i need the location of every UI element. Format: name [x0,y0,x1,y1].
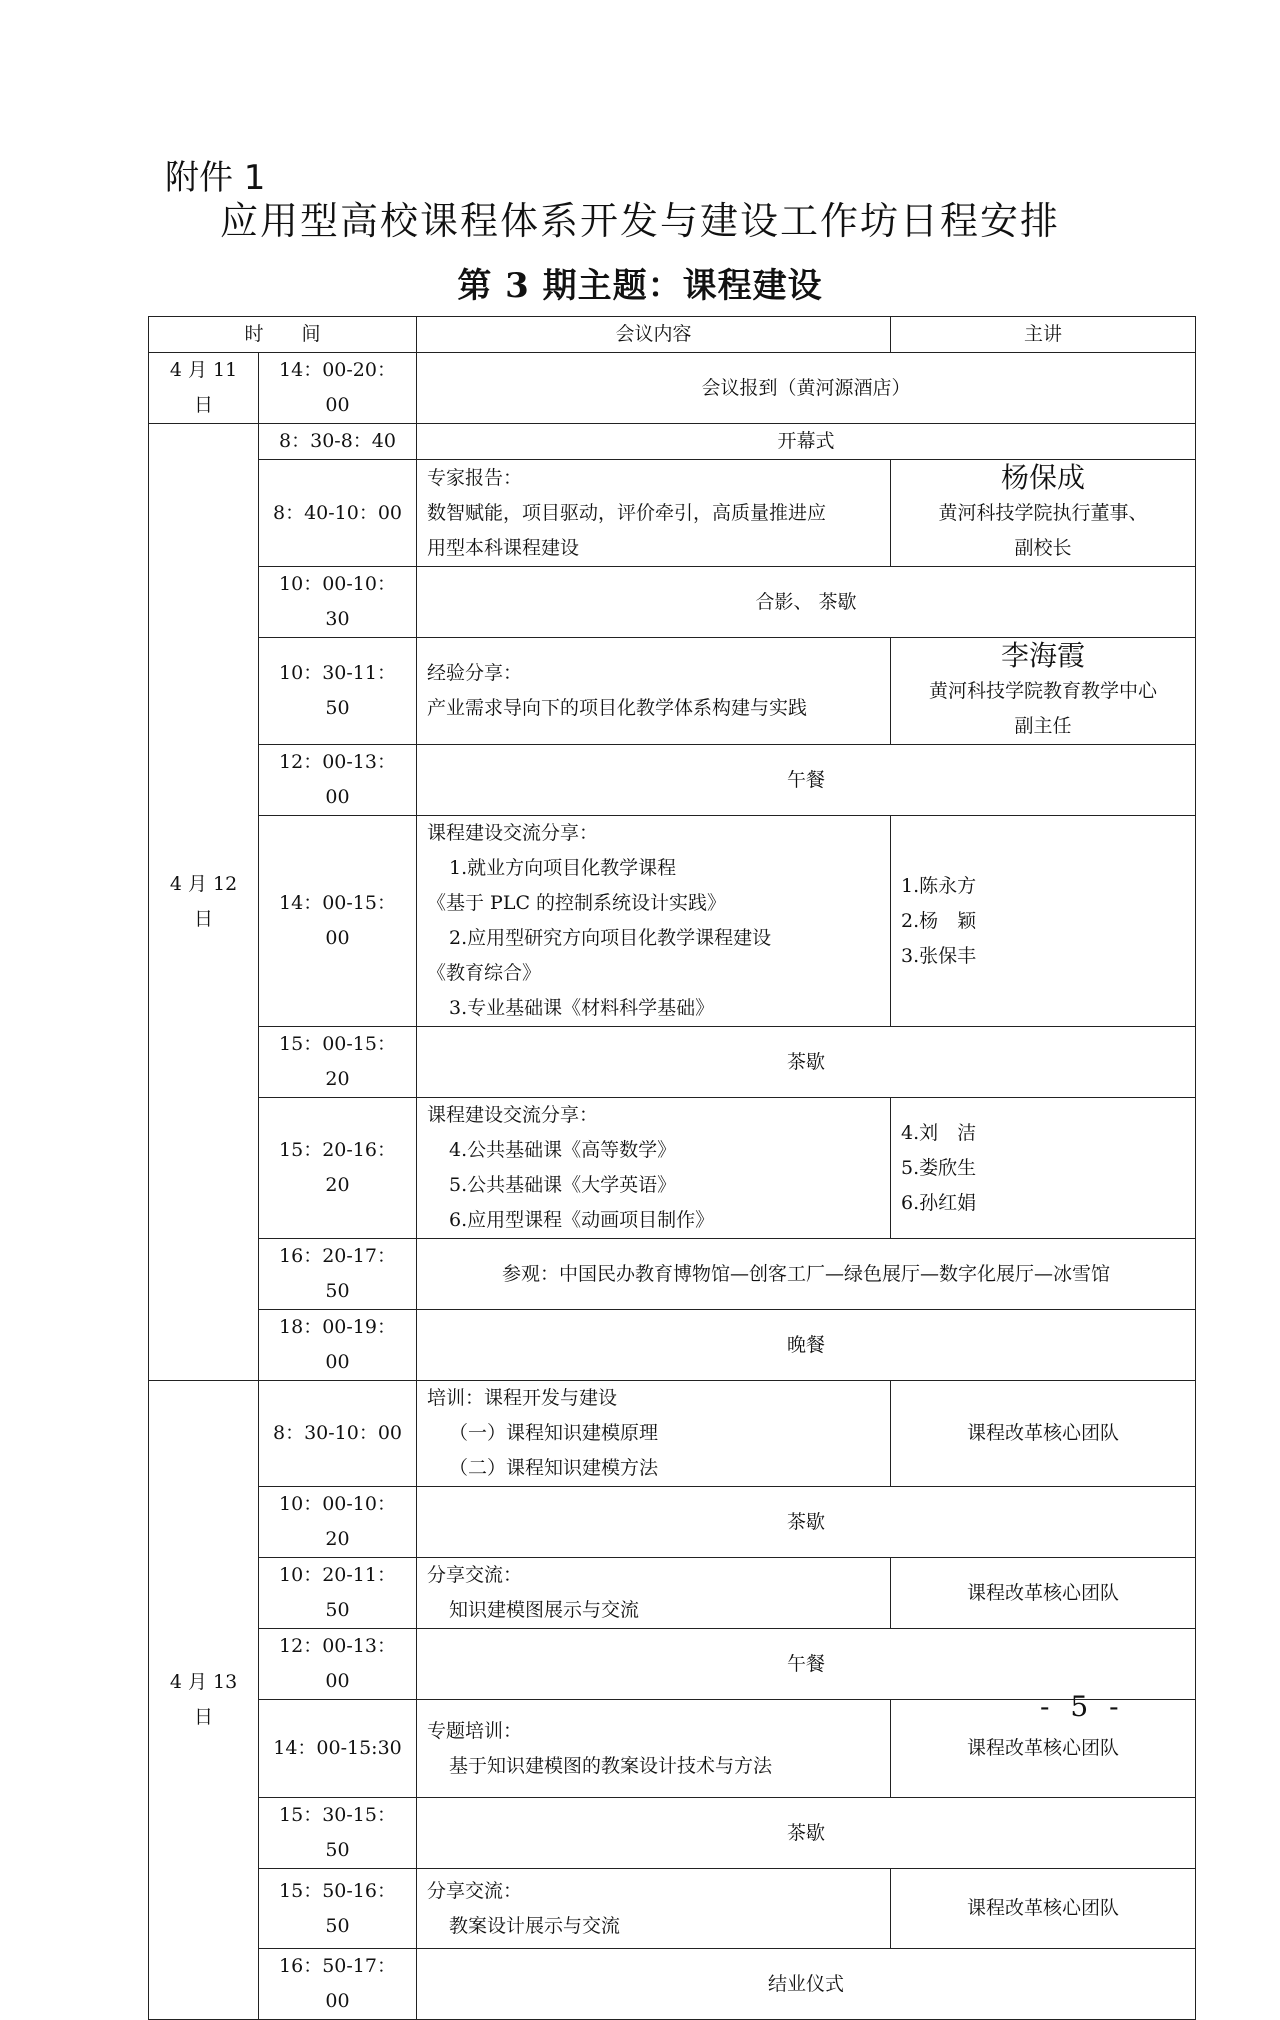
table-row [149,745,1196,816]
speaker-entry: 3.张保丰 [901,944,977,967]
content-line: （一）课程知识建模原理 [449,1422,659,1444]
table-row [149,1381,1196,1487]
content-line: （二）课程知识建模方法 [449,1457,659,1479]
speaker-entry: 2.杨 颖 [901,909,977,932]
content-cell: 参观：中国民办教育博物馆—创客工厂—绿色展厅—数字化展厅—冰雪馆 [417,1239,1196,1310]
time-cell: 10：20-11：50 [259,1558,417,1629]
speaker-cell [891,638,1196,745]
date-cell: 4 月 12 日 [149,424,259,1381]
content-line: 产业需求导向下的项目化教学体系构建与实践 [427,697,808,719]
table-row [149,353,1196,424]
time-cell: 15：30-15：50 [259,1798,417,1869]
schedule-table [148,316,1196,2020]
content-line: 《教育综合》 [427,962,542,984]
content-cell: 茶歇 [417,1487,1196,1558]
header-content: 会议内容 [417,317,891,353]
content-line: 用型本科课程建设 [427,536,580,559]
page-subtitle: 第 3 期主题：课程建设 [457,266,823,306]
table-row [149,424,1196,460]
speaker-cell: 课程改革核心团队 [891,1869,1196,1949]
speaker-name: 李海霞 [1001,639,1086,672]
content-line: 教案设计展示与交流 [449,1914,621,1937]
content-cell: 午餐 [417,745,1196,816]
time-cell: 15：00-15：20 [259,1027,417,1098]
table-row [149,1869,1196,1949]
content-cell: 茶歇 [417,1798,1196,1869]
time-cell: 10：30-11：50 [259,638,417,745]
content-cell: 茶歇 [417,1027,1196,1098]
time-cell: 12：00-13：00 [259,745,417,816]
content-cell [417,1700,891,1798]
table-row [149,638,1196,745]
content-cell [417,638,891,745]
content-cell: 会议报到（黄河源酒店） [417,353,1196,424]
content-cell: 合影、 茶歇 [417,567,1196,638]
table-row [149,460,1196,567]
content-cell [417,460,891,567]
speaker-title: 黄河科技学院执行董事、 [938,502,1148,524]
content-line: 5.公共基础课《大学英语》 [449,1174,677,1196]
time-cell: 15：50-16：50 [259,1869,417,1949]
content-line: 培训：课程开发与建设 [427,1387,618,1409]
content-line: 课程建设交流分享： [427,822,599,844]
speaker-cell [891,816,1196,1027]
content-line: 经验分享： [427,662,523,684]
time-cell: 14：00-15:30 [259,1700,417,1798]
time-cell: 16：20-17：50 [259,1239,417,1310]
content-cell: 午餐 [417,1629,1196,1700]
content-line: 2.应用型研究方向项目化教学课程建设 [449,927,772,949]
table-row [149,1098,1196,1239]
content-line: 4.公共基础课《高等数学》 [449,1139,677,1161]
speaker-cell: 课程改革核心团队 [891,1558,1196,1629]
content-line: 基于知识建模图的教案设计技术与方法 [449,1754,773,1777]
content-line: 分享交流： [427,1564,523,1586]
table-row [149,1027,1196,1098]
content-line: 《基于 PLC 的控制系统设计实践》 [427,892,727,914]
content-cell [417,1381,891,1487]
attachment-label: 附件 1 [165,158,266,198]
header-speaker: 主讲 [891,317,1196,353]
table-row [149,1949,1196,2020]
table-row [149,1239,1196,1310]
speaker-title: 黄河科技学院教育教学中心 [929,680,1158,702]
table-header-row [149,317,1196,353]
speaker-title: 副校长 [1014,537,1072,559]
time-cell: 18：00-19：00 [259,1310,417,1381]
time-cell: 8：30-8：40 [259,424,417,460]
time-cell: 12：00-13：00 [259,1629,417,1700]
time-cell: 10：00-10：30 [259,567,417,638]
page-number: - 5 - [1040,1690,1125,1723]
speaker-entry: 4.刘 洁 [901,1121,977,1144]
page-title: 应用型高校课程体系开发与建设工作坊日程安排 [219,199,1060,243]
content-line: 6.应用型课程《动画项目制作》 [449,1209,715,1231]
content-line: 专题培训： [427,1719,523,1742]
content-line: 3.专业基础课《材料科学基础》 [449,997,715,1019]
content-cell: 晚餐 [417,1310,1196,1381]
date-cell: 4 月 13 日 [149,1381,259,2020]
content-line: 数智赋能，项目驱动，评价牵引，高质量推进应 [427,501,827,524]
header-time: 时 间 [149,317,417,353]
time-cell: 8：30-10：00 [259,1381,417,1487]
time-cell: 14：00-20：00 [259,353,417,424]
table-row [149,1310,1196,1381]
content-cell [417,1098,891,1239]
content-cell: 开幕式 [417,424,1196,460]
table-row [149,1558,1196,1629]
content-cell [417,1869,891,1949]
table-row [149,1798,1196,1869]
table-row [149,1700,1196,1798]
content-line: 分享交流： [427,1879,523,1902]
time-cell: 8：40-10：00 [259,460,417,567]
table-row [149,1487,1196,1558]
speaker-entry: 1.陈永方 [901,874,977,897]
time-cell: 10：00-10：20 [259,1487,417,1558]
time-cell: 14：00-15：00 [259,816,417,1027]
content-cell [417,816,891,1027]
content-line: 知识建模图展示与交流 [449,1599,640,1621]
speaker-cell [891,1098,1196,1239]
content-line: 课程建设交流分享： [427,1104,599,1126]
speaker-cell: 课程改革核心团队 [891,1700,1196,1798]
content-line: 1.就业方向项目化教学课程 [449,857,677,879]
content-line: 专家报告： [427,466,523,489]
speaker-cell: 课程改革核心团队 [891,1381,1196,1487]
table-row [149,567,1196,638]
speaker-cell [891,460,1196,567]
content-cell [417,1558,891,1629]
table-row [149,816,1196,1027]
table-row [149,1629,1196,1700]
speaker-name: 杨保成 [1001,461,1086,494]
time-cell: 16：50-17：00 [259,1949,417,2020]
speaker-entry: 6.孙红娟 [901,1191,977,1214]
speaker-entry: 5.娄欣生 [901,1156,977,1179]
speaker-title: 副主任 [1014,715,1072,737]
date-cell: 4 月 11 日 [149,353,259,424]
time-cell: 15：20-16：20 [259,1098,417,1239]
content-cell: 结业仪式 [417,1949,1196,2020]
